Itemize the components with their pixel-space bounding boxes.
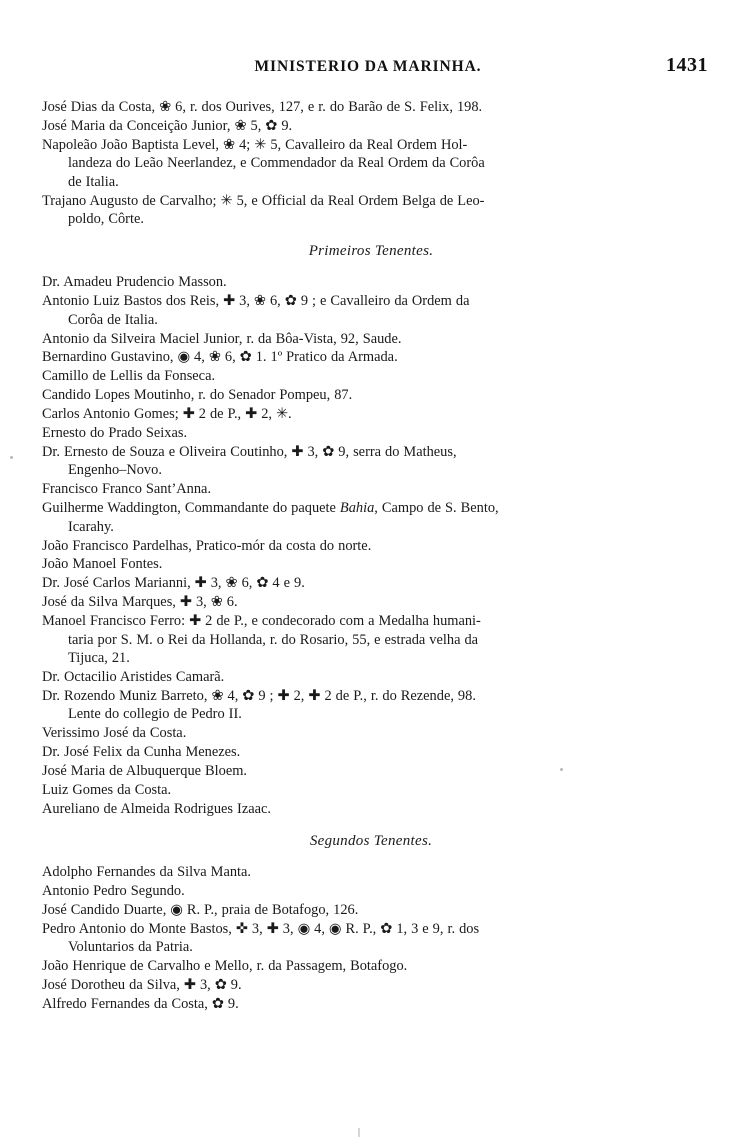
section-title: Primeiros Tenentes. xyxy=(308,243,434,260)
directory-entry xyxy=(42,593,700,611)
directory-entry xyxy=(42,499,700,536)
directory-entry xyxy=(42,668,700,686)
entry-continuation-line: Tijuca, 21. xyxy=(68,649,130,666)
directory-entry xyxy=(42,192,700,229)
directory-entry xyxy=(42,800,700,818)
directory-entry xyxy=(42,920,700,957)
entry-line: José Dorotheu da Silva, ✚ 3, ✿ 9. xyxy=(42,977,242,994)
directory-entry xyxy=(42,480,700,498)
directory-entry xyxy=(42,976,700,994)
section-title: Segundos Tenentes. xyxy=(309,833,433,850)
entry-line: José da Silva Marques, ✚ 3, ❀ 6. xyxy=(42,594,238,611)
entry-continuation-line: Icarahy. xyxy=(68,518,114,535)
entry-line: Dr. José Felix da Cunha Menezes. xyxy=(42,744,241,760)
directory-entry xyxy=(42,574,700,592)
page-number: 1431 xyxy=(666,54,708,76)
page-bottom-mark xyxy=(358,1128,360,1137)
directory-entry xyxy=(42,612,700,667)
entry-line: Trajano Augusto de Carvalho; ✳ 5, e Official da Real Ordem Belga de Leo- xyxy=(42,192,485,209)
directory-entry xyxy=(42,901,700,919)
directory-entry xyxy=(42,762,700,780)
entry-line: Pedro Antonio do Monte Bastos, ✜ 3, ✚ 3, ◉ 4, ◉ R. P., ✿ 1, 3 e 9, r. dos xyxy=(42,920,480,937)
entry-line: João Manoel Fontes. xyxy=(42,556,163,573)
entry-line: Ernesto do Prado Seixas. xyxy=(42,425,188,442)
directory-entry xyxy=(42,443,700,480)
directory-entry xyxy=(42,273,700,291)
entry-line: Antonio Luiz Bastos dos Reis, ✚ 3, ❀ 6, ✿ 9 ; e Cavalleiro da Ordem da xyxy=(42,293,470,310)
directory-entry xyxy=(42,292,700,329)
running-head: MINISTERIO DA MARINHA. xyxy=(254,58,482,75)
entry-line: Carlos Antonio Gomes; ✚ 2 de P., ✚ 2, ✳. xyxy=(42,406,292,423)
entry-line: Francisco Franco Sant’Anna. xyxy=(42,481,212,498)
entry-line: José Candido Duarte, ◉ R. P., praia de Botafogo, 126. xyxy=(42,901,359,918)
entry-line: Manoel Francisco Ferro: ✚ 2 de P., e condecorado com a Medalha humani- xyxy=(42,613,481,630)
entry-line: Antonio da Silveira Maciel Junior, r. da Bôa-Vista, 92, Saude. xyxy=(42,330,402,347)
entry-line: Alfredo Fernandes da Costa, ✿ 9. xyxy=(42,995,239,1012)
directory-entry xyxy=(42,117,700,135)
directory-entry xyxy=(42,98,700,116)
directory-entry xyxy=(42,863,700,881)
entry-line: Antonio Pedro Segundo. xyxy=(42,883,185,900)
directory-entry xyxy=(42,136,700,191)
entry-continuation-line: de Italia. xyxy=(68,173,119,190)
entry-continuation-line: Engenho–Novo. xyxy=(68,462,162,479)
page-speck xyxy=(10,456,13,459)
entry-continuation-line: Lente do collegio de Pedro II. xyxy=(68,706,242,723)
entry-line: Bernardino Gustavino, ◉ 4, ❀ 6, ✿ 1. 1º Pratico da Armada. xyxy=(42,349,398,366)
entry-continuation-line: Corôa de Italia. xyxy=(68,311,158,328)
document-body xyxy=(42,98,700,1014)
entry-continuation-line: landeza do Leão Neerlandez, e Commendador da Real Ordem da Corôa xyxy=(68,155,485,172)
entry-continuation-line: Voluntarios da Patria. xyxy=(68,939,193,956)
directory-entry xyxy=(42,386,700,404)
page-speck xyxy=(560,768,563,771)
entry-line: Verissimo José da Costa. xyxy=(42,725,187,742)
directory-entry xyxy=(42,537,700,555)
entry-line: Luiz Gomes da Costa. xyxy=(42,781,172,798)
directory-entry xyxy=(42,348,700,366)
entry-line: Camillo de Lellis da Fonseca. xyxy=(42,368,216,385)
entry-line: Dr. José Carlos Marianni, ✚ 3, ❀ 6, ✿ 4 e 9. xyxy=(42,575,305,592)
directory-entry xyxy=(42,367,700,385)
page-header xyxy=(0,54,736,84)
directory-entry xyxy=(42,687,700,724)
directory-entry xyxy=(42,781,700,799)
directory-entry xyxy=(42,957,700,975)
entry-line: Adolpho Fernandes da Silva Manta. xyxy=(42,864,252,881)
directory-entry xyxy=(42,743,700,761)
entry-line: José Dias da Costa, ❀ 6, r. dos Ourives, 127, e r. do Barão de S. Felix, 198. xyxy=(42,99,483,115)
entry-continuation-line: poldo, Côrte. xyxy=(68,210,144,227)
entry-line: Napoleão João Baptista Level, ❀ 4; ✳ 5, Cavalleiro da Real Ordem Hol- xyxy=(42,136,468,153)
directory-entry xyxy=(42,995,700,1013)
entry-line: Candido Lopes Moutinho, r. do Senador Pompeu, 87. xyxy=(42,387,353,404)
entry-line: José Maria da Conceição Junior, ❀ 5, ✿ 9. xyxy=(42,117,293,134)
entry-continuation-line: taria por S. M. o Rei da Hollanda, r. do Rosario, 55, e estrada velha da xyxy=(68,631,479,648)
entry-line: Dr. Amadeu Prudencio Masson. xyxy=(42,274,227,291)
directory-entry xyxy=(42,330,700,348)
entry-line: Guilherme Waddington, Commandante do paquete Bahia, Campo de S. Bento, xyxy=(42,500,499,517)
entry-line: João Francisco Pardelhas, Pratico-mór da costa do norte. xyxy=(42,537,372,554)
entry-line: Dr. Octacilio Aristides Camarã. xyxy=(42,668,225,685)
directory-entry xyxy=(42,555,700,573)
directory-entry xyxy=(42,405,700,423)
entry-line: Dr. Rozendo Muniz Barreto, ❀ 4, ✿ 9 ; ✚ 2, ✚ 2 de P., r. do Rezende, 98. xyxy=(42,687,476,704)
directory-entry xyxy=(42,882,700,900)
directory-entry xyxy=(42,424,700,442)
entry-line: João Henrique de Carvalho e Mello, r. da Passagem, Botafogo. xyxy=(42,958,408,975)
directory-entry xyxy=(42,724,700,742)
entry-line: Dr. Ernesto de Souza e Oliveira Coutinho, ✚ 3, ✿ 9, serra do Matheus, xyxy=(42,444,457,460)
entry-line: José Maria de Albuquerque Bloem. xyxy=(42,762,248,779)
entry-line: Aureliano de Almeida Rodrigues Izaac. xyxy=(42,800,271,817)
